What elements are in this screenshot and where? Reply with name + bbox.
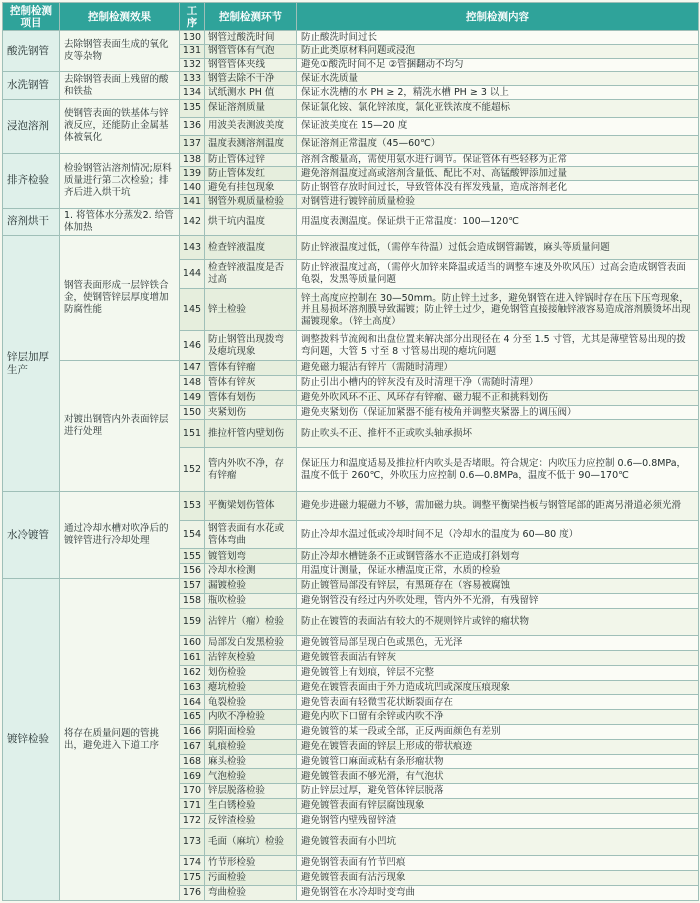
step-name: 用波美表测波美度 (205, 117, 297, 135)
step-name: 钢管外观质量检验 (205, 194, 297, 208)
step-name: 麻头检验 (205, 754, 297, 769)
step-content: 防止冷却水温过低或冷却时间不足（冷却水的温度为 60—80 度） (297, 520, 699, 549)
table-row (3, 31, 699, 45)
step-content: 避免镀管表面有小凹坑 (297, 828, 699, 856)
step-no: 131 (180, 44, 205, 58)
header-effect: 控制检测效果 (60, 3, 180, 31)
step-content: 避免夹紧划伤（保证加紧器不能有棱角并调整夹紧器上的调压阀） (297, 405, 699, 420)
step-no: 155 (180, 549, 205, 564)
step-name: 管内外吹不净，存有锌瘤 (205, 447, 297, 491)
step-content: 保证波美度在 15—20 度 (297, 117, 699, 135)
table-row (3, 72, 699, 86)
category-coating: 锌层加厚生产 (3, 236, 60, 492)
step-name: 反锌渣检验 (205, 813, 297, 828)
step-name: 冷却水检测 (205, 564, 297, 579)
step-no: 163 (180, 680, 205, 695)
step-no: 153 (180, 492, 205, 521)
quality-control-table (2, 2, 699, 901)
step-no: 140 (180, 181, 205, 195)
step-content: 调整拨料节流阀和出盘位置来解决部分出现径在 4 分至 1.5 寸管，尤其是薄壁管易出现的拨弯问题，大管 5 寸至 8 寸管易出现的瘪坑问题 (297, 331, 699, 361)
step-no: 133 (180, 72, 205, 86)
step-content: 防止锌层过厚，避免管体锌层脱落 (297, 784, 699, 799)
step-no: 137 (180, 135, 205, 153)
step-name: 钢管管体有气泡 (205, 44, 297, 58)
step-name: 钢管管体夹线 (205, 58, 297, 72)
step-name: 锌土检验 (205, 289, 297, 331)
step-content: 保证氯化铵、氯化锌浓度，氯化亚铁浓度不能超标 (297, 99, 699, 117)
step-no: 132 (180, 58, 205, 72)
step-content: 保证压力和温度适易及推拉杆内吹头是否堵眼。符合规定：内吹压力应控制 0.6—0.8MPa，温度不低于 260℃，外吹压力应控制 0.6—0.8MPa，温度不低于 90—170℃ (297, 447, 699, 491)
table-row (3, 492, 699, 521)
step-content: 避免钢管表面有竹节凹痕 (297, 856, 699, 871)
step-no: 142 (180, 208, 205, 236)
step-no: 159 (180, 608, 205, 636)
header-category: 控制检测项目 (3, 3, 60, 31)
step-content: 避免溶剂温度过高或溶剂含量低、配比不对、高锰酸钾添加过量 (297, 167, 699, 181)
step-no: 167 (180, 739, 205, 754)
effect-coating: 钢管表面形成一层锌铁合金，使钢管锌层厚度增加防腐性能 (60, 236, 180, 361)
step-content: 保证水洗槽的水 PH ≥ 2，精洗水槽 PH ≥ 3 以上 (297, 86, 699, 100)
step-name: 防止管体发红 (205, 167, 297, 181)
step-name: 生白锈检验 (205, 799, 297, 814)
step-no: 169 (180, 769, 205, 784)
step-content: 防止引出小槽内的锌灰没有及时清理干净（需随时清理） (297, 375, 699, 390)
step-no: 148 (180, 375, 205, 390)
step-content: 锌土高度应控制在 30—50mm。防止锌土过多，避免钢管在进入锌锅时存在压下压弯现象，并且易损坏溶剂膜导致漏镀；防止锌土过少，避免钢管直接接触锌液容易造成溶剂膜烫坏出现漏镀现象。（锌土高度） (297, 289, 699, 331)
step-name: 沾锌片（瘤）检验 (205, 608, 297, 636)
step-content: 避免钢管在水冷却时变弯曲 (297, 885, 699, 900)
step-name: 划伤检验 (205, 665, 297, 680)
step-content: 防止此类原材料问题或浸泡 (297, 44, 699, 58)
step-content: 避免外吹风环不正、风环存有锌瘤、磁力辊不正和挑料划伤 (297, 390, 699, 405)
effect-coating-treatment: 对镀出钢管内外表面锌层进行处理 (60, 361, 180, 492)
step-no: 138 (180, 153, 205, 167)
step-no: 166 (180, 725, 205, 740)
step-name: 管体有锌灰 (205, 375, 297, 390)
step-name: 温度表测溶剂温度 (205, 135, 297, 153)
step-content: 防止冷却水槽链条不正或钢管落水不正造成打斜划弯 (297, 549, 699, 564)
header-step-no: 工序 (180, 3, 205, 31)
step-no: 145 (180, 289, 205, 331)
step-no: 164 (180, 695, 205, 710)
step-name: 气泡检验 (205, 769, 297, 784)
effect-cooling: 通过冷却水槽对吹净后的镀锌管进行冷却处理 (60, 492, 180, 579)
step-content: 溶剂含酸量高，需使用氨水进行调节。保证管体有些轻移为正常 (297, 153, 699, 167)
step-content: 防止酸洗时间过长 (297, 31, 699, 45)
step-content: 避免钢管内壁残留锌渣 (297, 813, 699, 828)
step-content: 避免①酸洗时间不足 ②管捆翻动不均匀 (297, 58, 699, 72)
step-no: 130 (180, 31, 205, 45)
step-no: 170 (180, 784, 205, 799)
step-name: 镀管划弯 (205, 549, 297, 564)
step-content: 避免钢管没有经过内外吹处理，管内外不光滑，有残留锌 (297, 593, 699, 608)
step-content: 保证水洗质量 (297, 72, 699, 86)
step-no: 156 (180, 564, 205, 579)
category-washing: 水洗钢管 (3, 72, 60, 100)
step-no: 136 (180, 117, 205, 135)
step-name: 龟裂检验 (205, 695, 297, 710)
category-arrange: 排齐检验 (3, 153, 60, 208)
step-content: 对钢管进行镀锌前质量检验 (297, 194, 699, 208)
step-name: 推拉杆管内壁划伤 (205, 420, 297, 448)
step-no: 154 (180, 520, 205, 549)
step-name: 毛面（麻坑）检验 (205, 828, 297, 856)
step-name: 保证溶剂质量 (205, 99, 297, 117)
step-no: 135 (180, 99, 205, 117)
step-content: 防止锌液温度过低，（需停车待温）过低会造成钢管漏镀，麻头等质量问题 (297, 236, 699, 259)
step-content: 避免步进磁力辊磁力不够，需加磁力块。调整平衡梁挡板与钢管尾部的距离另滑道必须光滑 (297, 492, 699, 521)
table-row (3, 579, 699, 594)
step-name: 漏镀检验 (205, 579, 297, 594)
step-name: 烘干坑内温度 (205, 208, 297, 236)
step-name: 钢管去除不干净 (205, 72, 297, 86)
step-name: 避免有挂包现象 (205, 181, 297, 195)
step-name: 钢管表面有水花或管体弯曲 (205, 520, 297, 549)
table-row (3, 236, 699, 259)
effect-inspection: 将存在质量问题的管挑出，避免进入下道工序 (60, 579, 180, 901)
table-header-row (3, 3, 699, 31)
step-no: 139 (180, 167, 205, 181)
category-inspection: 镀锌检验 (3, 579, 60, 901)
step-content: 防止吹头不正、推杆不正或吹头轴承损坏 (297, 420, 699, 448)
step-no: 157 (180, 579, 205, 594)
step-no: 174 (180, 856, 205, 871)
step-no: 144 (180, 259, 205, 289)
step-name: 阴阳面检验 (205, 725, 297, 740)
step-content: 避免镀管的某一段或全部，正反两面颜色有差别 (297, 725, 699, 740)
step-name: 局部发白发黑检验 (205, 636, 297, 651)
step-content: 避免在镀管表面的锌层上形成的带状痕迹 (297, 739, 699, 754)
step-name: 防止管体过锌 (205, 153, 297, 167)
step-content: 用温度计测量，保证水槽温度正常，水质的检验 (297, 564, 699, 579)
step-name: 竹节形检验 (205, 856, 297, 871)
table-row (3, 153, 699, 167)
step-name: 检查锌液温度是否过高 (205, 259, 297, 289)
step-name: 钢管过酸洗时间 (205, 31, 297, 45)
step-no: 152 (180, 447, 205, 491)
effect-flux: 使钢管表面的铁基体与锌液反应，还能防止金属基体被氧化 (60, 99, 180, 153)
category-pickling: 酸洗钢管 (3, 31, 60, 72)
step-name: 夹紧划伤 (205, 405, 297, 420)
step-name: 弯曲检验 (205, 885, 297, 900)
category-cooling: 水冷镀管 (3, 492, 60, 579)
step-no: 161 (180, 650, 205, 665)
step-name: 瘪坑检验 (205, 680, 297, 695)
step-no: 176 (180, 885, 205, 900)
step-no: 175 (180, 871, 205, 886)
step-no: 146 (180, 331, 205, 361)
header-step: 控制检测环节 (205, 3, 297, 31)
step-content: 防止钢管存放时间过长，导致管体没有挥发残量，造成溶剂老化 (297, 181, 699, 195)
step-content: 避免镀管表面不够光滑，有气泡状 (297, 769, 699, 784)
step-no: 173 (180, 828, 205, 856)
step-name: 瓶吹检验 (205, 593, 297, 608)
step-name: 沾锌灰检验 (205, 650, 297, 665)
step-content: 避免内吹下口留有余锌或内吹不净 (297, 710, 699, 725)
step-content: 保证溶剂正常温度（45—60℃） (297, 135, 699, 153)
step-name: 试纸测水 PH 值 (205, 86, 297, 100)
effect-drying: 1. 将管体水分蒸发2. 给管体加热 (60, 208, 180, 236)
step-content: 防止在镀管的表面沾有较大的不规则锌片或锌的瘤状物 (297, 608, 699, 636)
quality-control-table-container (2, 2, 698, 901)
step-no: 147 (180, 361, 205, 376)
step-content: 避免镀管表面有沾污现象 (297, 871, 699, 886)
step-content: 避免镀管口麻面或粘有条形瘤状物 (297, 754, 699, 769)
step-no: 143 (180, 236, 205, 259)
effect-arrange: 检验钢管沾溶剂情况;原料质量进行第二次检验；排齐后进入烘干坑 (60, 153, 180, 208)
step-no: 151 (180, 420, 205, 448)
category-drying: 溶剂烘干 (3, 208, 60, 236)
step-no: 171 (180, 799, 205, 814)
step-content: 防止镀管局部没有锌层，有黑斑存在（容易被腐蚀 (297, 579, 699, 594)
step-content: 避免管表面有轻微雪花状断裂面存在 (297, 695, 699, 710)
step-no: 141 (180, 194, 205, 208)
step-name: 内吹不净检验 (205, 710, 297, 725)
step-no: 162 (180, 665, 205, 680)
step-name: 防止钢管出现拨弯及瘪坑现象 (205, 331, 297, 361)
step-name: 管体有划伤 (205, 390, 297, 405)
step-content: 避免镀管局部呈现白色或黑色，无光泽 (297, 636, 699, 651)
step-content: 避免镀管表面有锌层腐蚀现象 (297, 799, 699, 814)
step-name: 污面检验 (205, 871, 297, 886)
step-name: 平衡梁划伤管体 (205, 492, 297, 521)
step-no: 168 (180, 754, 205, 769)
table-row (3, 99, 699, 117)
table-row (3, 361, 699, 376)
step-name: 锌层脱落检验 (205, 784, 297, 799)
step-no: 165 (180, 710, 205, 725)
step-name: 轧痕检验 (205, 739, 297, 754)
step-no: 150 (180, 405, 205, 420)
effect-washing: 去除钢管表面上残留的酸和铁盐 (60, 72, 180, 100)
step-content: 避免镀管表面沾有锌灰 (297, 650, 699, 665)
step-content: 避免在镀管表面由于外力造成坑凹或深度压痕现象 (297, 680, 699, 695)
header-content: 控制检测内容 (297, 3, 699, 31)
table-row (3, 208, 699, 236)
effect-pickling: 去除钢管表面生成的氧化皮等杂物 (60, 31, 180, 72)
step-content: 用温度表测温度。保证烘干正常温度：100—120℃ (297, 208, 699, 236)
step-no: 149 (180, 390, 205, 405)
step-name: 检查锌液温度 (205, 236, 297, 259)
step-content: 防止锌液温度过高，（需停火加锌来降温或适当的调整车速及外吹风压）过高会造成钢管表面龟裂，发黑等质量问题 (297, 259, 699, 289)
step-name: 管体有锌瘤 (205, 361, 297, 376)
step-no: 172 (180, 813, 205, 828)
step-no: 158 (180, 593, 205, 608)
step-no: 160 (180, 636, 205, 651)
step-content: 避免镀管上有划痕，锌层不完整 (297, 665, 699, 680)
step-no: 134 (180, 86, 205, 100)
step-content: 避免磁力辊沾有锌片（需随时清理） (297, 361, 699, 376)
category-flux: 浸泡溶剂 (3, 99, 60, 153)
